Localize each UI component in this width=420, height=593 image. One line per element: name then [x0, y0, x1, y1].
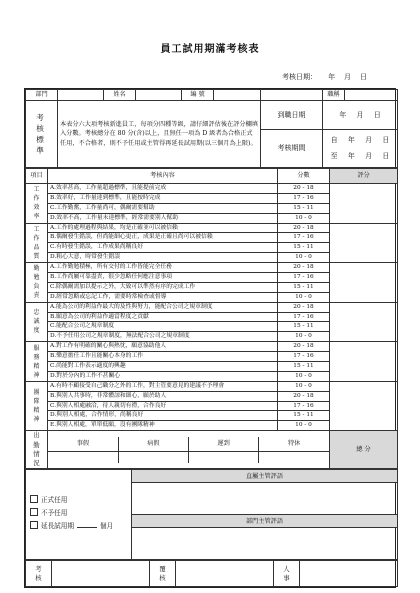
criterion-text: D.不予任用公司之規章制度，無法配合公司之規章制度	[48, 332, 278, 342]
criterion-text: C.工作勤奮，工作量尚可，偶爾需要幫助	[48, 203, 278, 213]
dept-label: 部門	[26, 90, 58, 101]
supervisor-comment-label: 直屬主管評語	[132, 470, 398, 483]
criterion-text: A.工作勤勉積極，所有交付的工作皆能完全任務	[48, 263, 278, 273]
score-range: 10 - 0	[278, 213, 330, 223]
review-period-field[interactable]: 自 年 月 日 至 年 月 日	[323, 130, 398, 168]
score-header: 分數	[278, 169, 330, 184]
number-field[interactable]	[214, 90, 261, 101]
standard-text: 本表分六大項考核新進員工，每項分四種等級，請仔細評估後在評分欄填入分數。考核總分在 80 分(含)以上，且無任一項為 D 級者為合格正式任用，不合格者，則不予任用或主管得再延長試用期(以三個月為上限)。	[58, 101, 261, 168]
content-header: 考核內容	[48, 169, 278, 184]
late-field[interactable]	[189, 451, 259, 463]
rating-field[interactable]	[330, 223, 398, 263]
score-range: 10 - 0	[278, 371, 330, 381]
item-header: 項目	[26, 169, 48, 184]
score-range: 17 - 16	[278, 352, 330, 362]
section-label: 工 作 品 質	[26, 223, 48, 263]
score-range: 10 - 0	[278, 421, 330, 431]
comments-table	[25, 469, 398, 560]
dept-manager-comment-label: 部門主管評語	[132, 515, 398, 528]
section-label: 忠 誠 度	[26, 302, 48, 342]
rating-field[interactable]	[330, 263, 398, 303]
score-range: 10 - 0	[278, 253, 330, 263]
criterion-text: C.除偶爾需加以提示之外，大致可以準然有序的完成工作	[48, 282, 278, 292]
item-row	[26, 381, 398, 391]
criterion-text: D.經常忽略或忘記工作，需要時常檢查或督導	[48, 292, 278, 302]
extend-months-field[interactable]	[77, 527, 97, 528]
criterion-text: B.工作尚屬可靠盡責，很少忽略任何應注意事項	[48, 273, 278, 283]
item-row	[26, 342, 398, 352]
item-row	[26, 223, 398, 233]
signature-table	[25, 560, 398, 587]
criterion-text: D.對於分內的工作不甚關心	[48, 371, 278, 381]
rank-label: 職稱	[323, 90, 345, 101]
attendance-label: 出 勤 情 況	[26, 431, 48, 469]
score-range: 15 - 11	[278, 282, 330, 292]
criterion-text: C.能配合公司之規章制度	[48, 322, 278, 332]
criterion-text: B.願意為公司的利益作適當程度之貢獻	[48, 312, 278, 322]
score-range: 17 - 16	[278, 273, 330, 283]
criterion-text: E.與別人相處，單單低願，沒有團隊精神	[48, 421, 278, 431]
appraisal-form	[24, 88, 396, 588]
review-date-label: 考核日期：	[282, 73, 317, 81]
name-field[interactable]	[136, 90, 182, 101]
hr-label: 人 事	[274, 561, 300, 587]
criterion-text: C.與別人相處融洽，待人親切有禮，合作良好	[48, 401, 278, 411]
score-range: 15 - 11	[278, 203, 330, 213]
decision-options	[26, 470, 132, 560]
reviewer-signature[interactable]	[52, 561, 150, 587]
reviewer-label: 考 核	[26, 561, 52, 587]
rating-field[interactable]	[330, 381, 398, 430]
criterion-text: B.樂意擔任工作且能關心本身的工作	[48, 352, 278, 362]
section-label: 工 作 效 率	[26, 184, 48, 224]
rating-field[interactable]	[330, 302, 398, 342]
rating-field[interactable]	[330, 184, 398, 224]
leave-field[interactable]	[48, 451, 118, 463]
score-range: 10 - 0	[278, 292, 330, 302]
score-range: 10 - 0	[278, 381, 330, 391]
special-leave-label: 特休	[259, 437, 329, 452]
sick-label: 病假	[118, 437, 188, 452]
criterion-text: A.對工作有明確的關心與熱忱，願意協助他人	[48, 342, 278, 352]
option-extend[interactable]: 延長試用期 個月	[30, 521, 129, 531]
score-range: 20 - 18	[278, 342, 330, 352]
section-label: 勤 勉 負 責	[26, 263, 48, 303]
number-field-extra[interactable]	[261, 90, 323, 101]
score-range: 15 - 11	[278, 411, 330, 421]
number-label: 編 號	[182, 90, 214, 101]
criterion-text: B.與別人共事時，非常體諒和細心，願於助人	[48, 391, 278, 401]
score-range: 20 - 18	[278, 184, 330, 194]
criterion-text: A.效率甚高，工作量超過標準，且能提前完成	[48, 184, 278, 194]
option-hire[interactable]: 正式任用	[30, 495, 129, 505]
score-range: 15 - 11	[278, 322, 330, 332]
attendance-row	[48, 431, 330, 469]
hr-signature[interactable]	[300, 561, 398, 587]
form-title: 員工試用期滿考核表	[160, 44, 260, 55]
items-table	[25, 168, 398, 469]
rating-header: 評分	[330, 169, 398, 184]
score-range: 20 - 18	[278, 223, 330, 233]
header-table	[25, 89, 398, 168]
name-label: 姓名	[104, 90, 136, 101]
score-range: 20 - 18	[278, 302, 330, 312]
standard-label: 考 核 標 準	[26, 101, 58, 168]
criterion-text: D.與別人相處，合作情形，尚稱良好	[48, 411, 278, 421]
item-row	[26, 184, 398, 194]
score-range: 17 - 16	[278, 233, 330, 243]
criterion-text: C.有時發生錯誤，工作成果尚稱良好	[48, 243, 278, 253]
review-period-label: 考核期間	[261, 130, 323, 168]
item-row	[26, 263, 398, 273]
criterion-text: B.效率好，工作量達到標準，且能按時完成	[48, 193, 278, 203]
total-score-label: 總 分	[330, 431, 398, 469]
dept-manager-comment-field[interactable]	[132, 528, 398, 560]
supervisor-comment-field[interactable]	[132, 483, 398, 515]
item-row	[26, 302, 398, 312]
recheck-signature[interactable]	[176, 561, 274, 587]
extend-checkbox[interactable]	[30, 521, 38, 529]
score-range: 20 - 18	[278, 391, 330, 401]
score-range: 15 - 11	[278, 243, 330, 253]
rating-field[interactable]	[330, 342, 398, 382]
hire-date-field[interactable]: 年 月 日	[323, 101, 398, 130]
dept-field[interactable]	[58, 90, 104, 101]
leave-label: 事假	[48, 437, 118, 452]
section-label: 團 隊 精 神	[26, 381, 48, 430]
score-range: 20 - 18	[278, 263, 330, 273]
review-date-line: 考核日期： 年 月 日	[282, 73, 367, 81]
criterion-text: D.粗心大意，時常發生錯誤	[48, 253, 278, 263]
rank-field[interactable]	[345, 90, 398, 101]
criterion-text: D.效率不高，工作量未達標準，經常需要別人幫助	[48, 213, 278, 223]
special-leave-field[interactable]	[259, 451, 329, 463]
late-label: 遲到	[189, 437, 259, 452]
criterion-text: B.偶爾發生錯誤，但尚能細心更正，成果是正確且尚可以被信賴	[48, 233, 278, 243]
section-label: 服 務 精 神	[26, 342, 48, 382]
criterion-text: A.能為公司的利益作最大的及性與努力，能配合公司之規章制度	[48, 302, 278, 312]
score-range: 17 - 16	[278, 312, 330, 322]
recheck-label: 覆 核	[150, 561, 176, 587]
sick-field[interactable]	[118, 451, 188, 463]
hire-date-label: 到職日期	[261, 101, 323, 130]
score-range: 10 - 0	[278, 332, 330, 342]
criterion-text: C.尚能對工作表示適度的興趣	[48, 362, 278, 372]
criterion-text: A.工作的處理過程與結果，均是正確並可以被信賴	[48, 223, 278, 233]
score-range: 17 - 16	[278, 193, 330, 203]
score-range: 15 - 11	[278, 362, 330, 372]
option-reject[interactable]: 不予任用	[30, 508, 129, 518]
hire-checkbox[interactable]	[30, 495, 38, 503]
criterion-text: A.有時不顧接受自己職分之外的工作，對主管要意見的建議不予理會	[48, 381, 278, 391]
score-range: 17 - 16	[278, 401, 330, 411]
reject-checkbox[interactable]	[30, 508, 38, 516]
